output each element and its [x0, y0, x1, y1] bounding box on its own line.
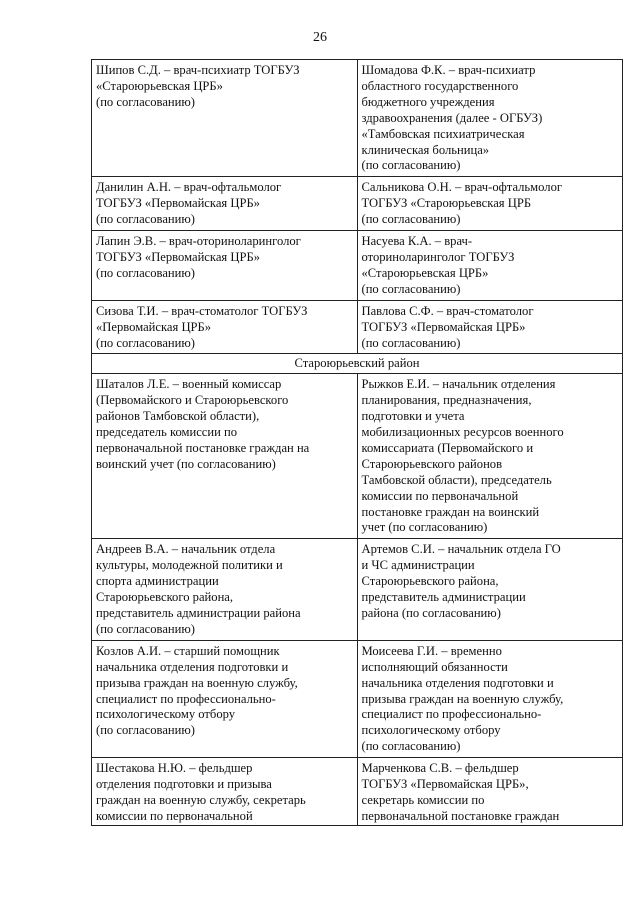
member-cell-left	[92, 177, 358, 231]
cell-text-line: Данилин А.Н. – врач-офтальмолог	[96, 180, 282, 195]
member-cell-right	[357, 177, 623, 231]
cell-text-line: (по согласованию)	[96, 723, 196, 738]
cell-text-line: Андреев В.А. – начальник отдела	[96, 542, 276, 557]
cell-text-line: (по согласованию)	[361, 739, 461, 754]
cell-text-line: психологическому отбору	[361, 723, 501, 738]
member-cell-left	[92, 60, 358, 177]
cell-text-line: мобилизационных ресурсов военного	[361, 425, 564, 440]
cell-text-line: призыва граждан на военную службу,	[96, 675, 298, 690]
member-cell-right	[357, 640, 623, 757]
cell-text-line: (по согласованию)	[361, 335, 461, 350]
section-row	[92, 354, 623, 374]
cell-text-line: (Первомайского и Староюрьевского	[96, 393, 289, 408]
cell-text-line: призыва граждан на военную службу,	[361, 691, 564, 706]
member-cell-right	[357, 231, 623, 301]
section-title: Староюрьевский район	[92, 354, 623, 374]
cell-text-line: Шомадова Ф.К. – врач-психиатр	[361, 63, 536, 77]
cell-text-line: ТОГБУЗ «Первомайская ЦРБ»	[96, 249, 260, 264]
cell-text-line: спорта администрации	[96, 574, 219, 589]
cell-text-line: первоначальной постановке граждан	[361, 808, 560, 823]
cell-text-line: Сальникова О.Н. – врач-офтальмолог	[361, 180, 563, 195]
cell-text-line: здравоохранения (далее - ОГБУЗ)	[361, 110, 543, 125]
cell-text-line: первоначальной постановке граждан на	[96, 440, 310, 455]
cell-text-line: (по согласованию)	[361, 281, 461, 296]
member-cell-right	[357, 539, 623, 640]
cell-text-line: планирования, предназначения,	[361, 393, 532, 408]
cell-text-line: Шестакова Н.Ю. – фельдшер	[96, 761, 253, 776]
member-cell-right	[357, 758, 623, 826]
cell-text-line: ТОГБУЗ «Первомайская ЦРБ»,	[361, 777, 529, 792]
cell-text-line: специалист по профессионально-	[361, 707, 542, 722]
table-row	[92, 177, 623, 231]
cell-text-line: «Староюрьевская ЦРБ»	[96, 78, 223, 93]
cell-text-line: (по согласованию)	[96, 265, 196, 280]
cell-text-line: специалист по профессионально-	[96, 691, 276, 706]
cell-text-line: Моисеева Г.И. – временно	[361, 643, 502, 658]
cell-text-line: Марченкова С.В. – фельдшер	[361, 761, 519, 776]
commission-members-table	[91, 59, 623, 826]
cell-text-line: Павлова С.Ф. – врач-стоматолог	[361, 303, 534, 318]
cell-text-line: комиссариата (Первомайского и	[361, 440, 534, 455]
cell-text-line: подготовки и учета	[361, 409, 465, 424]
cell-text-line: постановке граждан на воинский	[361, 504, 540, 519]
cell-text-line: (по согласованию)	[96, 621, 196, 636]
cell-text-line: Козлов А.И. – старший помощник	[96, 643, 280, 658]
cell-text-line: Староюрьевского района,	[96, 590, 234, 605]
cell-text-line: Артемов С.И. – начальник отдела ГО	[361, 542, 561, 557]
member-cell-left	[92, 640, 358, 757]
table-row	[92, 231, 623, 301]
cell-text-line: представитель администрации	[361, 590, 526, 605]
cell-text-line: Лапин Э.В. – врач-оториноларинголог	[96, 234, 301, 249]
member-cell-left	[92, 539, 358, 640]
member-cell-left	[92, 758, 358, 826]
cell-text-line: начальника отделения подготовки и	[361, 675, 554, 690]
cell-text-line: ТОГБУЗ «Первомайская ЦРБ»	[361, 319, 526, 334]
cell-text-line: комиссии по первоначальной	[361, 488, 519, 503]
cell-text-line: «Староюрьевская ЦРБ»	[361, 265, 489, 280]
page-number: 26	[313, 30, 327, 45]
member-cell-left	[92, 231, 358, 301]
cell-text-line: Староюрьевского районов	[361, 456, 503, 471]
cell-text-line: Староюрьевского района,	[361, 574, 499, 589]
cell-text-line: учет (по согласованию)	[361, 520, 488, 535]
cell-text-line: ТОГБУЗ «Первомайская ЦРБ»	[96, 196, 260, 211]
cell-text-line: отделения подготовки и призыва	[96, 777, 272, 792]
cell-text-line: (по согласованию)	[361, 212, 461, 227]
member-cell-left	[92, 300, 358, 354]
cell-text-line: Шипов С.Д. – врач-психиатр ТОГБУЗ	[96, 63, 300, 77]
cell-text-line: секретарь комиссии по	[361, 792, 485, 807]
cell-text-line: исполняющий обязанности	[361, 659, 508, 674]
cell-text-line: (по согласованию)	[361, 158, 461, 173]
table-row	[92, 758, 623, 826]
cell-text-line: представитель администрации района	[96, 606, 301, 620]
table-row	[92, 300, 623, 354]
cell-text-line: председатель комиссии по	[96, 425, 238, 440]
cell-text-line: районов Тамбовской области),	[96, 409, 260, 424]
cell-text-line: начальника отделения подготовки и	[96, 659, 289, 674]
cell-text-line: комиссии по первоначальной	[96, 808, 253, 823]
member-cell-right	[357, 374, 623, 539]
cell-text-line: и ЧС администрации	[361, 558, 475, 573]
table-body	[92, 60, 623, 826]
cell-text-line: (по согласованию)	[96, 335, 196, 350]
table-row	[92, 60, 623, 177]
cell-text-line: Тамбовской области), председатель	[361, 472, 552, 487]
cell-text-line: ТОГБУЗ «Староюрьевская ЦРБ	[361, 196, 532, 211]
cell-text-line: «Первомайская ЦРБ»	[96, 319, 212, 334]
cell-text-line: культуры, молодежной политики и	[96, 558, 283, 573]
cell-text-line: оториноларинголог ТОГБУЗ	[361, 249, 515, 264]
cell-text-line: психологическому отбору	[96, 707, 236, 722]
cell-text-line: граждан на военную службу, секретарь	[96, 792, 306, 807]
member-cell-right	[357, 300, 623, 354]
cell-text-line: Насуева К.А. – врач-	[361, 234, 473, 249]
cell-text-line: бюджетного учреждения	[361, 94, 495, 109]
cell-text-line: воинский учет (по согласованию)	[96, 456, 276, 471]
cell-text-line: района (по согласованию)	[361, 606, 501, 620]
cell-text-line: Рыжков Е.И. – начальник отделения	[361, 377, 556, 392]
cell-text-line: клиническая больница»	[361, 142, 490, 157]
table-row	[92, 539, 623, 640]
cell-text-line: (по согласованию)	[96, 94, 196, 109]
cell-text-line: (по согласованию)	[96, 212, 196, 227]
cell-text-line: «Тамбовская психиатрическая	[361, 126, 525, 141]
cell-text-line: Сизова Т.И. – врач-стоматолог ТОГБУЗ	[96, 303, 308, 318]
table-row	[92, 640, 623, 757]
cell-text-line: областного государственного	[361, 78, 519, 93]
member-cell-left	[92, 374, 358, 539]
cell-text-line: Шаталов Л.Е. – военный комиссар	[96, 377, 282, 392]
member-cell-right	[357, 60, 623, 177]
table-row	[92, 374, 623, 539]
